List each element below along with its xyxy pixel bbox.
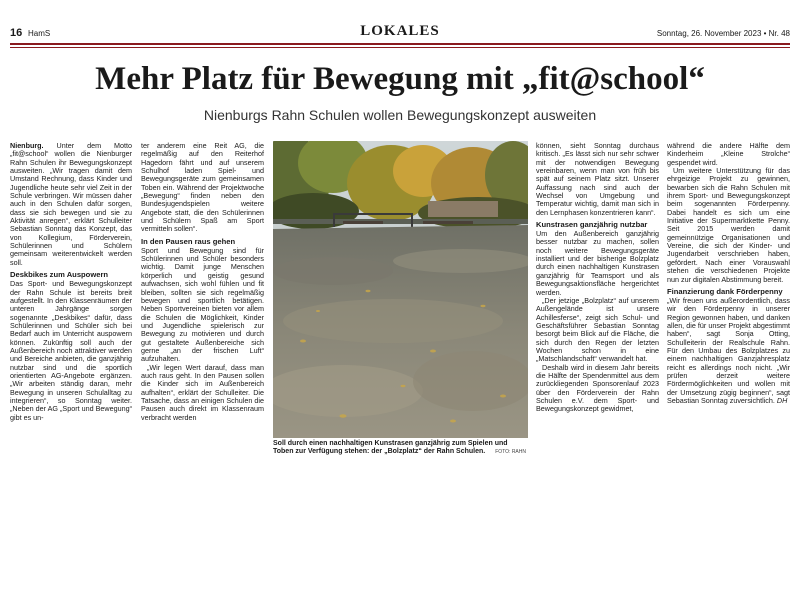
article-column-4 <box>667 142 790 405</box>
paragraph: Um weitere Unterstützung für das ehrgeizige Projekt zu gewinnen, bewarben sich die Rahn Schulen mit ihrem Sport- und Bewegungskonzept beim sogenannten Förderpenny. Dabei handelt es sich um eine Initiative der Supermarktkette Penny. Seit 2015 werden damit gemeinnützige Organisationen und Vereine, die sich der Kinder- und Jugendarbeit verschrieben haben, gefördert. Nach einer Vorauswahl stehen die verschiedenen Projekte nun zur digitalen Abstimmung bereit. <box>667 166 790 284</box>
paragraph <box>667 297 790 405</box>
subheading: Finanzierung dank Förderpenny <box>667 286 783 296</box>
schoolyard-photo <box>273 141 528 438</box>
photo-credit: FOTO: RAHN <box>495 449 526 455</box>
subheading: In den Pausen raus gehen <box>141 236 236 246</box>
section-title: LOKALES <box>360 23 440 39</box>
dateline-place: Nienburg. <box>10 141 44 150</box>
subheading: Deskbikes zum Auspowern <box>10 270 109 280</box>
paragraph: können, sieht Sonntag durchaus kritisch. „Es lässt sich nur sehr schwer mit der notwendigen Bewegung vereinbaren, wenn man von früh bis spät auf seinem Platz sitzt. Unserer Auffassung nach sind auch der Wechsel von Umgebung und Temperatur wichtig, damit man sich in den Lernphasen konzentrieren kann“. <box>536 141 659 217</box>
paragraph: Sport und Bewegung sind für Schülerinnen und Schüler besonders wichtig. Damit junge Menschen körperlich und geistig gesund aufwachsen, sich wohl fühlen und fit bleiben, sollten sie sich regelmäßig bewegen und sportlich betätigen. Neben Sportvereinen bieten vor allem die Schulen die Möglichkeit, Kinder und Jugendliche spielerisch zur Bewegung zu motivieren und durch gut gestaltete Außenbereiche sich gerne „an der frischen Luft“ aufzuhalten. <box>141 245 264 364</box>
caption-text: Soll durch einen nachhaltigen Kunstrasen ganzjährig zum Spielen und Toben zur Verfügung stehen: der „Bolzplatz“ der Rahn Schulen. <box>273 440 508 455</box>
article-column-2 <box>141 142 264 422</box>
paragraph: Um den Außenbereich ganzjährig besser nutzbar zu machen, sollen noch weitere Bewegungsgeräte installiert und der bisherige Bolzplatz durch einen nachhaltigen Kunstrasen ganzjährig für Teamsport und als Bewegungsaktionsfläche hergerichtet werden. <box>536 229 659 297</box>
subheading: Kunstrasen ganzjährig nutzbar <box>536 220 648 230</box>
page-header <box>10 23 790 41</box>
paragraph: Das Sport- und Bewegungskonzept der Rahn Schule ist bereits breit aufgestellt. In den Klassenräumen der unteren Jahrgänge sorgen sogenannte „Deskbikes“ dafür, dass Schülerinnen und Schüler sich bei Bedarf auch im Unterricht auspowern können. Zukünftig soll auch der Außenbereich noch attraktiver werden und Bereiche anbieten, die ganzjährig nutzbar sind und die sportlich orientierten AG-Angebote ergänzen. „Wir arbeiten ständig daran, mehr Bewegung in unseren Schulalltag zu integrieren“, so Sonntag weiter. „Neben der AG „Sport und Bewegung“ gibt es un- <box>10 279 132 422</box>
publication-name: HamS <box>28 29 51 38</box>
header-rule <box>10 43 790 45</box>
paragraph: Deshalb wird in diesem Jahr bereits die Hälfte der Spendenmittel aus dem zurückliegenden Sponsorenlauf 2023 über den Förderverein der Rahn Schulen e.V. dem Sport- und Bewegungskonzept gewidmet, <box>536 362 659 414</box>
paragraph-text: Unter dem Motto „fit@school“ wollen die Nienburger Rahn Schulen ihr Bewegungskonzept ausweiten. „Wir tragen damit dem Umstand Rechnung, dass Kinder und Jugendliche heute sehr viel Zeit in der Schule verbringen. Wir müssen daher auch in den Schulen dafür sorgen, dass sie sich bewegen und sie zu Aktivität anregen“, erklärt Schulleiter Sebastian Sonntag das Konzept, das von Kollegium, Förderverein, Schülerinnen und Schülern gemeinsam weiterentwickelt werden soll. <box>10 141 133 267</box>
photo-caption <box>273 440 528 456</box>
paragraph <box>10 142 132 267</box>
article-headline: Mehr Platz für Bewegung mit „fit@school“ <box>95 61 705 97</box>
page-number: 16 <box>10 27 23 39</box>
article-subheadline: Nienburgs Rahn Schulen wollen Bewegungskonzept ausweiten <box>203 107 597 123</box>
author-initials: DH <box>776 395 788 405</box>
paragraph: „Der jetzige „Bolzplatz“ auf unserem Außengelände ist unsere Achillesferse“, zeigt sich Schul- und Geschäftsführer Sebastian Sonntag besorgt beim Blick auf die Fläche, die sich durch den Regen der letzten Wochen schon in eine „Matschlandschaft“ verwandelt hat. <box>536 295 659 364</box>
paragraph: „Wir legen Wert darauf, dass man auch raus geht. In den Pausen sollen die Kinder sich im Außenbereich aufhalten“, erklärt der Schulleiter. Die Tatsache, dass an einigen Schulen die Pausen auch direkt im Klassenraum verbracht werden <box>141 362 264 422</box>
paragraph: während die andere Hälfte dem Kinderheim „Kleine Strolche“ gespendet wird. <box>667 141 790 167</box>
article-column-3 <box>536 142 659 414</box>
paragraph: ter anderem eine Reit AG, die regelmäßig auf den Reiterhof Hagedorn fährt und auf unserem Schulhof laden Spiel- und Bewegungsgeräte zum gemeinsamen Toben ein. Während der Projektwoche „Bewegung“ finden neben den Bundesjugendspielen weitere Angebote statt, die den Schülerinnen und Schülern Spaß am Sport vermitteln sollen“. <box>141 141 264 234</box>
header-rule-thin <box>10 47 790 48</box>
dateline: Sonntag, 26. November 2023 • Nr. 48 <box>656 29 790 38</box>
article-column-1 <box>10 142 132 422</box>
paragraph-text: „Wir freuen uns außerordentlich, dass wir den Förderpenny in unserer Region gewonnen haben, und danken allen, die für unser Projekt abgestimmt haben“, sagt Sonja Otting, Schulleiterin der Realschule Rahn. Für den Umbau des Bolzplatzes zu einem nachhaltigen Ganzjahresplatz reicht es allerdings noch nicht. „Wir prüfen derzeit weitere Fördermöglichkeiten und wollen mit der Umsetzung zügig beginnen“, sagt Sebastian Sonntag zuversichtlich. <box>667 295 790 405</box>
